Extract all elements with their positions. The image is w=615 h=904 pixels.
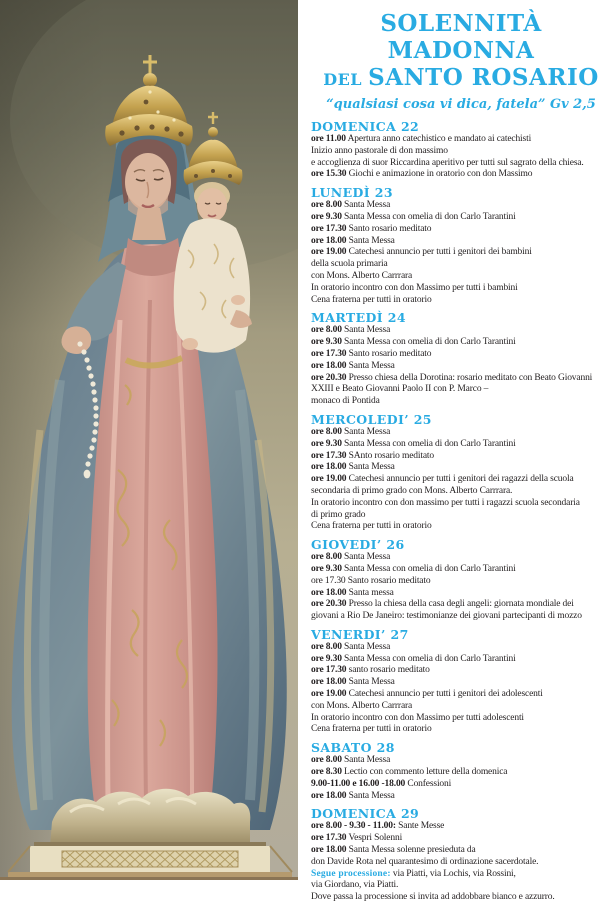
time-label: ore 19.00 [311, 247, 347, 258]
schedule-line: ore 18.00 Santa Messa [311, 677, 395, 688]
schedule-line: Segue processione: via Piatti, via Lochis, via Rossini, [311, 868, 516, 879]
schedule-line: ore 17.30 Vespri Solenni [311, 833, 403, 844]
schedule-line: e accoglienza di suor Riccardina aperitivo per tutti sul sagrato della chiesa. [311, 157, 584, 168]
schedule-line: ore 18.00 Santa Messa solenne presieduta da [311, 845, 476, 856]
page-title-del: DEL [323, 70, 369, 89]
schedule-line: ore 8.30 Lectio con commento letture della domenica [311, 767, 508, 778]
page-subtitle: “qualsiasi cosa vi dica, fatela” Gv 2,5 [326, 97, 596, 112]
day-header: MARTEDÌ 24 [311, 310, 406, 326]
time-label: ore 18.00 [311, 677, 347, 688]
day-header: DOMENICA 22 [311, 119, 420, 134]
schedule-line: ore 8.00 Santa Messa [311, 552, 391, 563]
schedule-line: ore 18.00 Santa messa [311, 587, 394, 598]
day-header: VENERDI’ 27 [311, 626, 409, 642]
time-label: ore 8.00 [311, 755, 342, 766]
day-section [311, 741, 611, 802]
page-title-line2 [311, 64, 611, 93]
schedule-line: ore 8.00 Santa Messa [311, 641, 391, 652]
day-section [311, 538, 611, 623]
time-label: ore 9.30 [311, 438, 342, 449]
time-label: ore 17.30 [311, 223, 347, 234]
schedule-line: monaco di Pontida [311, 396, 380, 407]
time-label: ore 9.30 [311, 211, 342, 222]
time-label: ore 11.00 [311, 134, 346, 144]
time-label: ore 8.00 [311, 552, 342, 563]
time-label: ore 18.00 [311, 790, 347, 801]
day-section [311, 311, 611, 408]
time-label: ore 19.00 [311, 474, 347, 485]
time-label: ore 17.30 [311, 348, 347, 359]
time-label: ore 18.00 [311, 235, 347, 246]
day-header: LUNEDÌ 23 [311, 185, 393, 201]
schedule-line: ore 8.00 Santa Messa [311, 325, 391, 336]
day-section [311, 628, 611, 736]
schedule-line: ore 17.30 Santo rosario meditato [311, 575, 431, 586]
schedule-line: ore 9.30 Santa Messa con omelia di don Carlo Tarantini [311, 438, 516, 449]
time-label: 9.00-11.00 e 16.00 -18.00 [311, 778, 406, 789]
time-label: ore 8.00 [311, 200, 342, 211]
schedule-line: di primo grado [311, 509, 366, 520]
day-section [311, 186, 611, 306]
madonna-statue-photo [0, 0, 298, 880]
schedule-line: Dove passa la processione si invita ad addobbare bianco e azzurro. [311, 892, 555, 903]
schedule-line: ore 17.30 SAnto rosario meditato [311, 450, 435, 461]
schedule-line: ore 19.00 Catechesi annuncio per tutti i genitori dei bambini [311, 247, 532, 258]
schedule-line: ore 17.30 Santo rosario meditato [311, 348, 432, 359]
day-section [311, 413, 611, 533]
pedestal [0, 842, 298, 880]
day-section [311, 120, 611, 181]
schedule-line: ore 8.00 Santa Messa [311, 200, 391, 211]
time-label: ore 20.30 [311, 599, 347, 610]
schedule-line: ore 18.00 Santa Messa [311, 790, 395, 801]
time-label: ore 18.00 [311, 462, 347, 473]
schedule-line: ore 8.00 Santa Messa [311, 426, 391, 437]
schedule-line: ore 9.30 Santa Messa con omelia di don Carlo Tarantini [311, 653, 516, 664]
schedule-line: Cena fraterna per tutti in oratorio [311, 521, 432, 532]
day-header: GIOVEDI’ 26 [311, 537, 405, 553]
time-label: ore 9.30 [311, 337, 342, 348]
schedule-line: ore 9.30 Santa Messa con omelia di don Carlo Tarantini [311, 337, 516, 348]
schedule-line: via Giordano, via Piatti. [311, 880, 399, 891]
schedule-line: ore 18.00 Santa Messa [311, 462, 395, 473]
schedule-line: ore 9.30 Santa Messa con omelia di don Carlo Tarantini [311, 563, 516, 574]
time-label: ore 8.00 - 9.30 - 11.00: [311, 821, 396, 832]
schedule-line: ore 19.00 Catechesi annuncio per tutti i genitori dei ragazzi della scuola [311, 474, 574, 485]
schedule-line: ore 19.00 Catechesi annuncio per tutti i genitori dei adolescenti [311, 689, 543, 700]
time-label: ore 15.30 [311, 169, 347, 180]
time-label: ore 18.00 [311, 587, 347, 598]
schedule-line: don Davide Rota nel quarantesimo di ordinazione sacerdotale. [311, 856, 539, 867]
schedule-line: ore 17.30 Santo rosario meditato [311, 223, 432, 234]
time-label: ore 18.00 [311, 360, 347, 371]
madonna-statue-illustration [0, 0, 298, 880]
schedule-line: con Mons. Alberto Carrrara [311, 700, 413, 711]
schedule-line: ore 11.00 Apertura anno catechistico e mandato ai catechisti [311, 134, 532, 144]
schedule-line: Cena fraterna per tutti in oratorio [311, 294, 432, 305]
schedule-line: ore 8.00 - 9.30 - 11.00: Sante Messe [311, 821, 445, 832]
schedule-line: ore 8.00 Santa Messa [311, 755, 391, 766]
time-label: ore 9.30 [311, 563, 342, 574]
time-label: ore 8.00 [311, 641, 342, 652]
day-header: SABATO 28 [311, 740, 395, 756]
page-title-santo-rosario: SANTO ROSARIO [368, 64, 599, 91]
schedule-line: In oratorio incontro con don Massimo per tutti i bambini [311, 282, 518, 293]
time-label: ore 19.00 [311, 689, 347, 700]
time-label: ore 18.00 [311, 845, 347, 856]
schedule-line: della scuola primaria [311, 259, 388, 270]
schedule-line: In oratorio incontro con don massimo per tutti i ragazzi scuola secondaria [311, 497, 580, 508]
schedule-line: ore 20.30 Presso la chiesa della casa degli angeli: giornata mondiale dei [311, 599, 574, 610]
schedule-line: ore 15.30 Giochi e animazione in oratorio con don Massimo [311, 169, 533, 180]
time-label: ore 8.00 [311, 325, 342, 336]
schedule-line: ore 18.00 Santa Messa [311, 235, 395, 246]
time-label: ore 8.30 [311, 767, 342, 778]
schedule-line: ore 17.30 santo rosario meditato [311, 665, 430, 676]
schedule-line: giovani a Rio De Janeiro: testimonianze dei giovani partecipanti di mozzo [311, 611, 582, 622]
schedule-line: ore 9.30 Santa Messa con omelia di don Carlo Tarantini [311, 211, 516, 222]
day-section [311, 807, 611, 904]
schedule-line: XXIII e Beato Giovanni Paolo II con P. Marco – [311, 384, 489, 395]
schedule-line: con Mons. Alberto Carrrara [311, 270, 413, 281]
schedule-line: Inizio anno pastorale di don massimo [311, 145, 448, 156]
schedule-line: secondaria di primo grado con Mons. Alberto Carrrara. [311, 485, 513, 496]
time-label: ore 8.00 [311, 426, 342, 437]
time-label: ore 17.30 [311, 833, 347, 844]
title-block [311, 10, 611, 113]
page-title-line1: SOLENNITÀ MADONNA [380, 10, 542, 64]
time-label: ore 9.30 [311, 653, 342, 664]
schedule [311, 120, 611, 904]
day-header: MERCOLEDI’ 25 [311, 411, 432, 427]
schedule-line: 9.00-11.00 e 16.00 -18.00 Confessioni [311, 778, 452, 789]
schedule-line: Cena fraterna per tutti in oratorio [311, 724, 432, 735]
schedule-line: In oratorio incontro con don Massimo per tutti adolescenti [311, 712, 524, 723]
time-label: ore 17.30 [311, 450, 347, 461]
procession-label: Segue processione: [311, 868, 391, 879]
day-header: DOMENICA 29 [311, 806, 420, 822]
schedule-line: ore 20.30 Presso chiesa della Dorotina: rosario meditato con Beato Giovanni [311, 372, 593, 383]
time-label: ore 20.30 [311, 372, 347, 383]
time-label: ore 17.30 [311, 665, 347, 676]
schedule-line: ore 18.00 Santa Messa [311, 360, 395, 371]
content-pane [298, 0, 615, 903]
